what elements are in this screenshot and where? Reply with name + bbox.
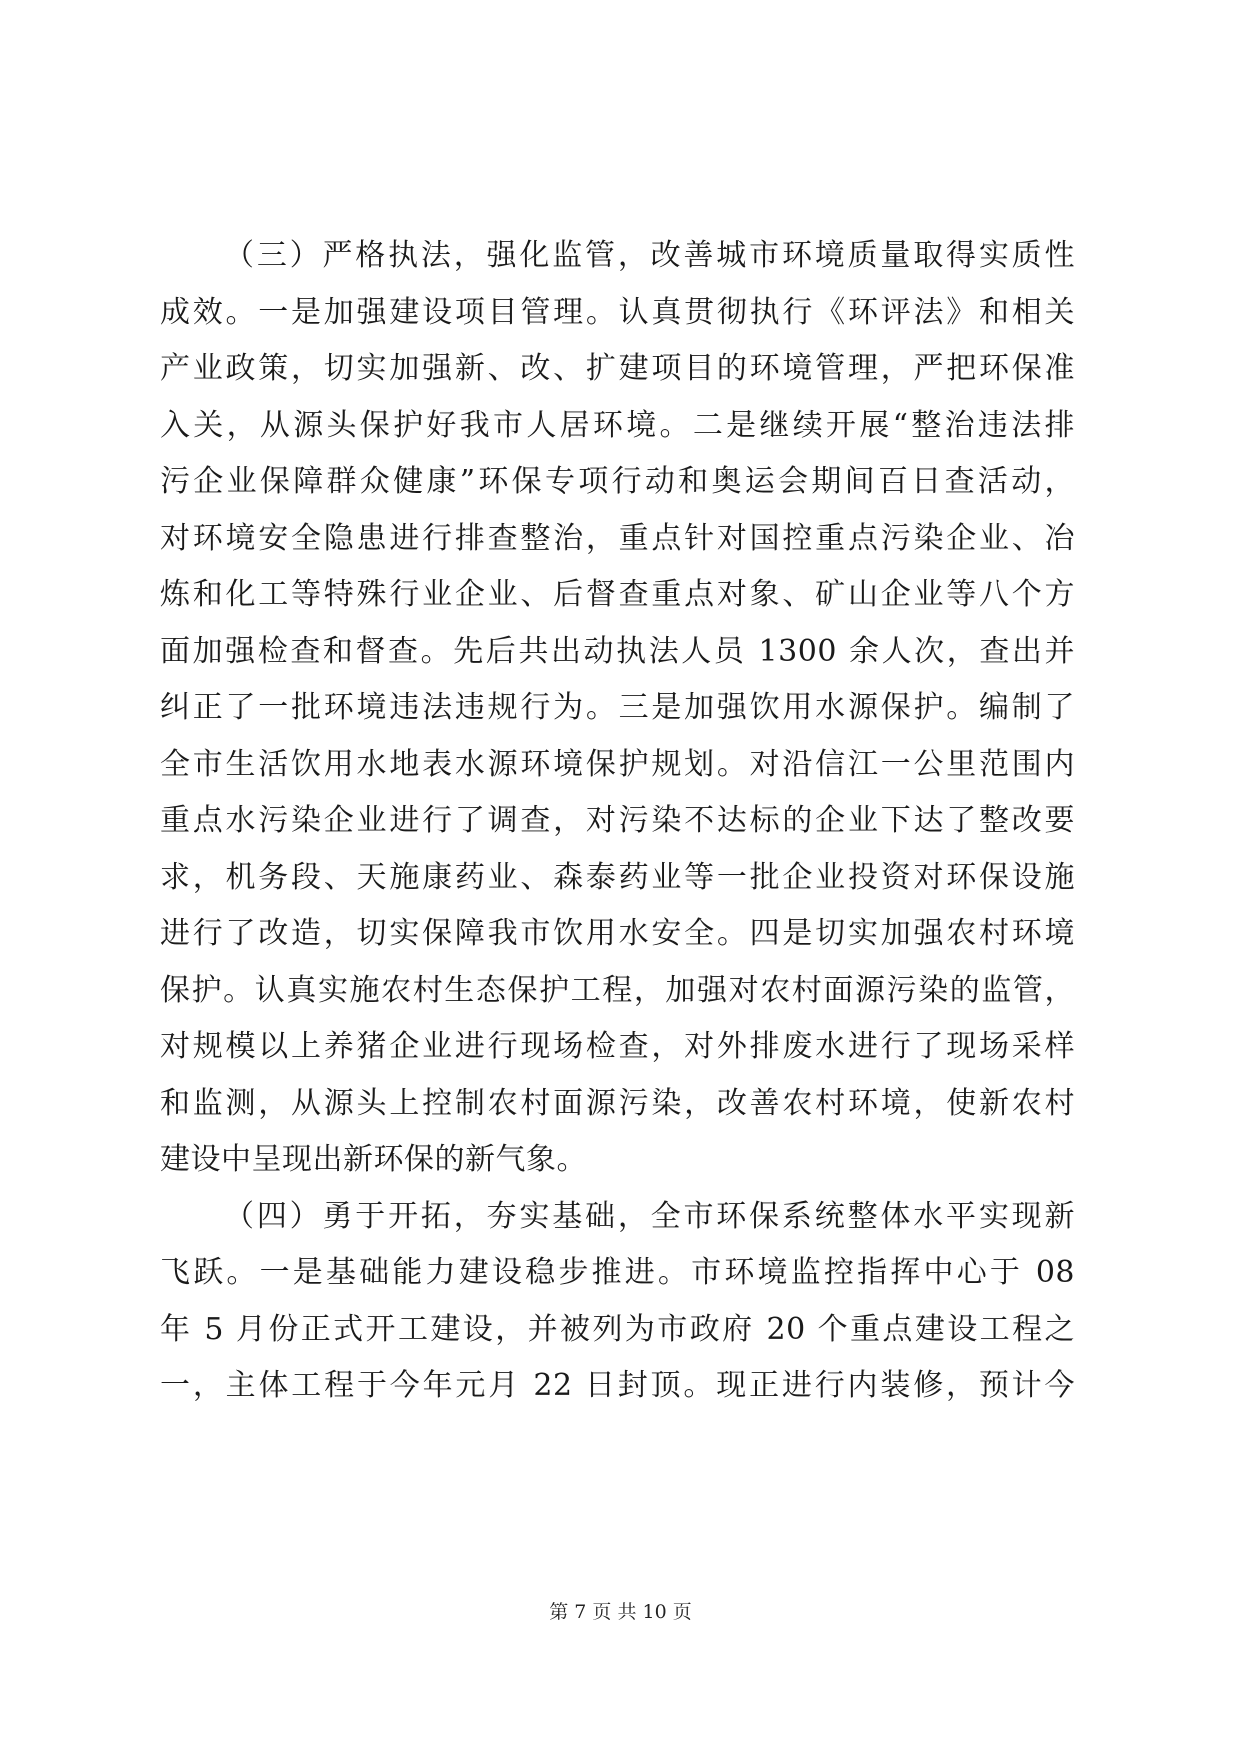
text-line: （三）严格执法，强化监管，改善城市环境质量取得实质性	[224, 238, 1075, 273]
text-line: 面加强检查和督查。先后共出动执法人员 1300 余人次，查出并	[160, 633, 1075, 669]
text-line: 建设中呈现出新环保的新气象。	[160, 1142, 587, 1177]
text-line: 对环境安全隐患进行排查整治，重点针对国控重点污染企业、冶	[160, 520, 1075, 556]
text-line: 污企业保障群众健康”环保专项行动和奥运会期间百日查活动，	[160, 464, 1075, 499]
text-line: 进行了改造，切实保障我市饮用水安全。四是切实加强农村环境	[160, 916, 1075, 951]
body-text	[160, 228, 1075, 1415]
text-line: 求，机务段、天施康药业、森泰药业等一批企业投资对环保设施	[160, 859, 1075, 895]
text-line: 保护。认真实施农村生态保护工程，加强对农村面源污染的监管，	[160, 972, 1075, 1008]
text-line: 产业政策，切实加强新、改、扩建项目的环境管理，严把环保准	[160, 351, 1075, 386]
text-line: 炼和化工等特殊行业企业、后督查重点对象、矿山企业等八个方	[160, 577, 1075, 612]
text-line: 飞跃。一是基础能力建设稳步推进。市环境监控指挥中心于 08	[160, 1255, 1075, 1290]
text-line: 全市生活饮用水地表水源环境保护规划。对沿信江一公里范围内	[160, 746, 1075, 782]
page-footer: 第 7 页 共 10 页	[549, 1601, 692, 1623]
text-line: 成效。一是加强建设项目管理。认真贯彻执行《环评法》和相关	[160, 294, 1075, 330]
text-line: （四）勇于开拓，夯实基础，全市环保系统整体水平实现新	[224, 1198, 1075, 1234]
text-line: 年 5 月份正式开工建设，并被列为市政府 20 个重点建设工程之	[160, 1311, 1075, 1347]
text-line: 对规模以上养猪企业进行现场检查，对外排废水进行了现场采样	[160, 1029, 1075, 1064]
text-line: 纠正了一批环境违法违规行为。三是加强饮用水源保护。编制了	[160, 690, 1075, 725]
text-line: 入关，从源头保护好我市人居环境。二是继续开展“整治违法排	[160, 407, 1075, 443]
text-line: 和监测，从源头上控制农村面源污染，改善农村环境，使新农村	[160, 1085, 1075, 1121]
text-line: 一，主体工程于今年元月 22 日封顶。现正进行内装修，预计今	[160, 1368, 1075, 1403]
text-line: 重点水污染企业进行了调查，对污染不达标的企业下达了整改要	[160, 803, 1075, 838]
